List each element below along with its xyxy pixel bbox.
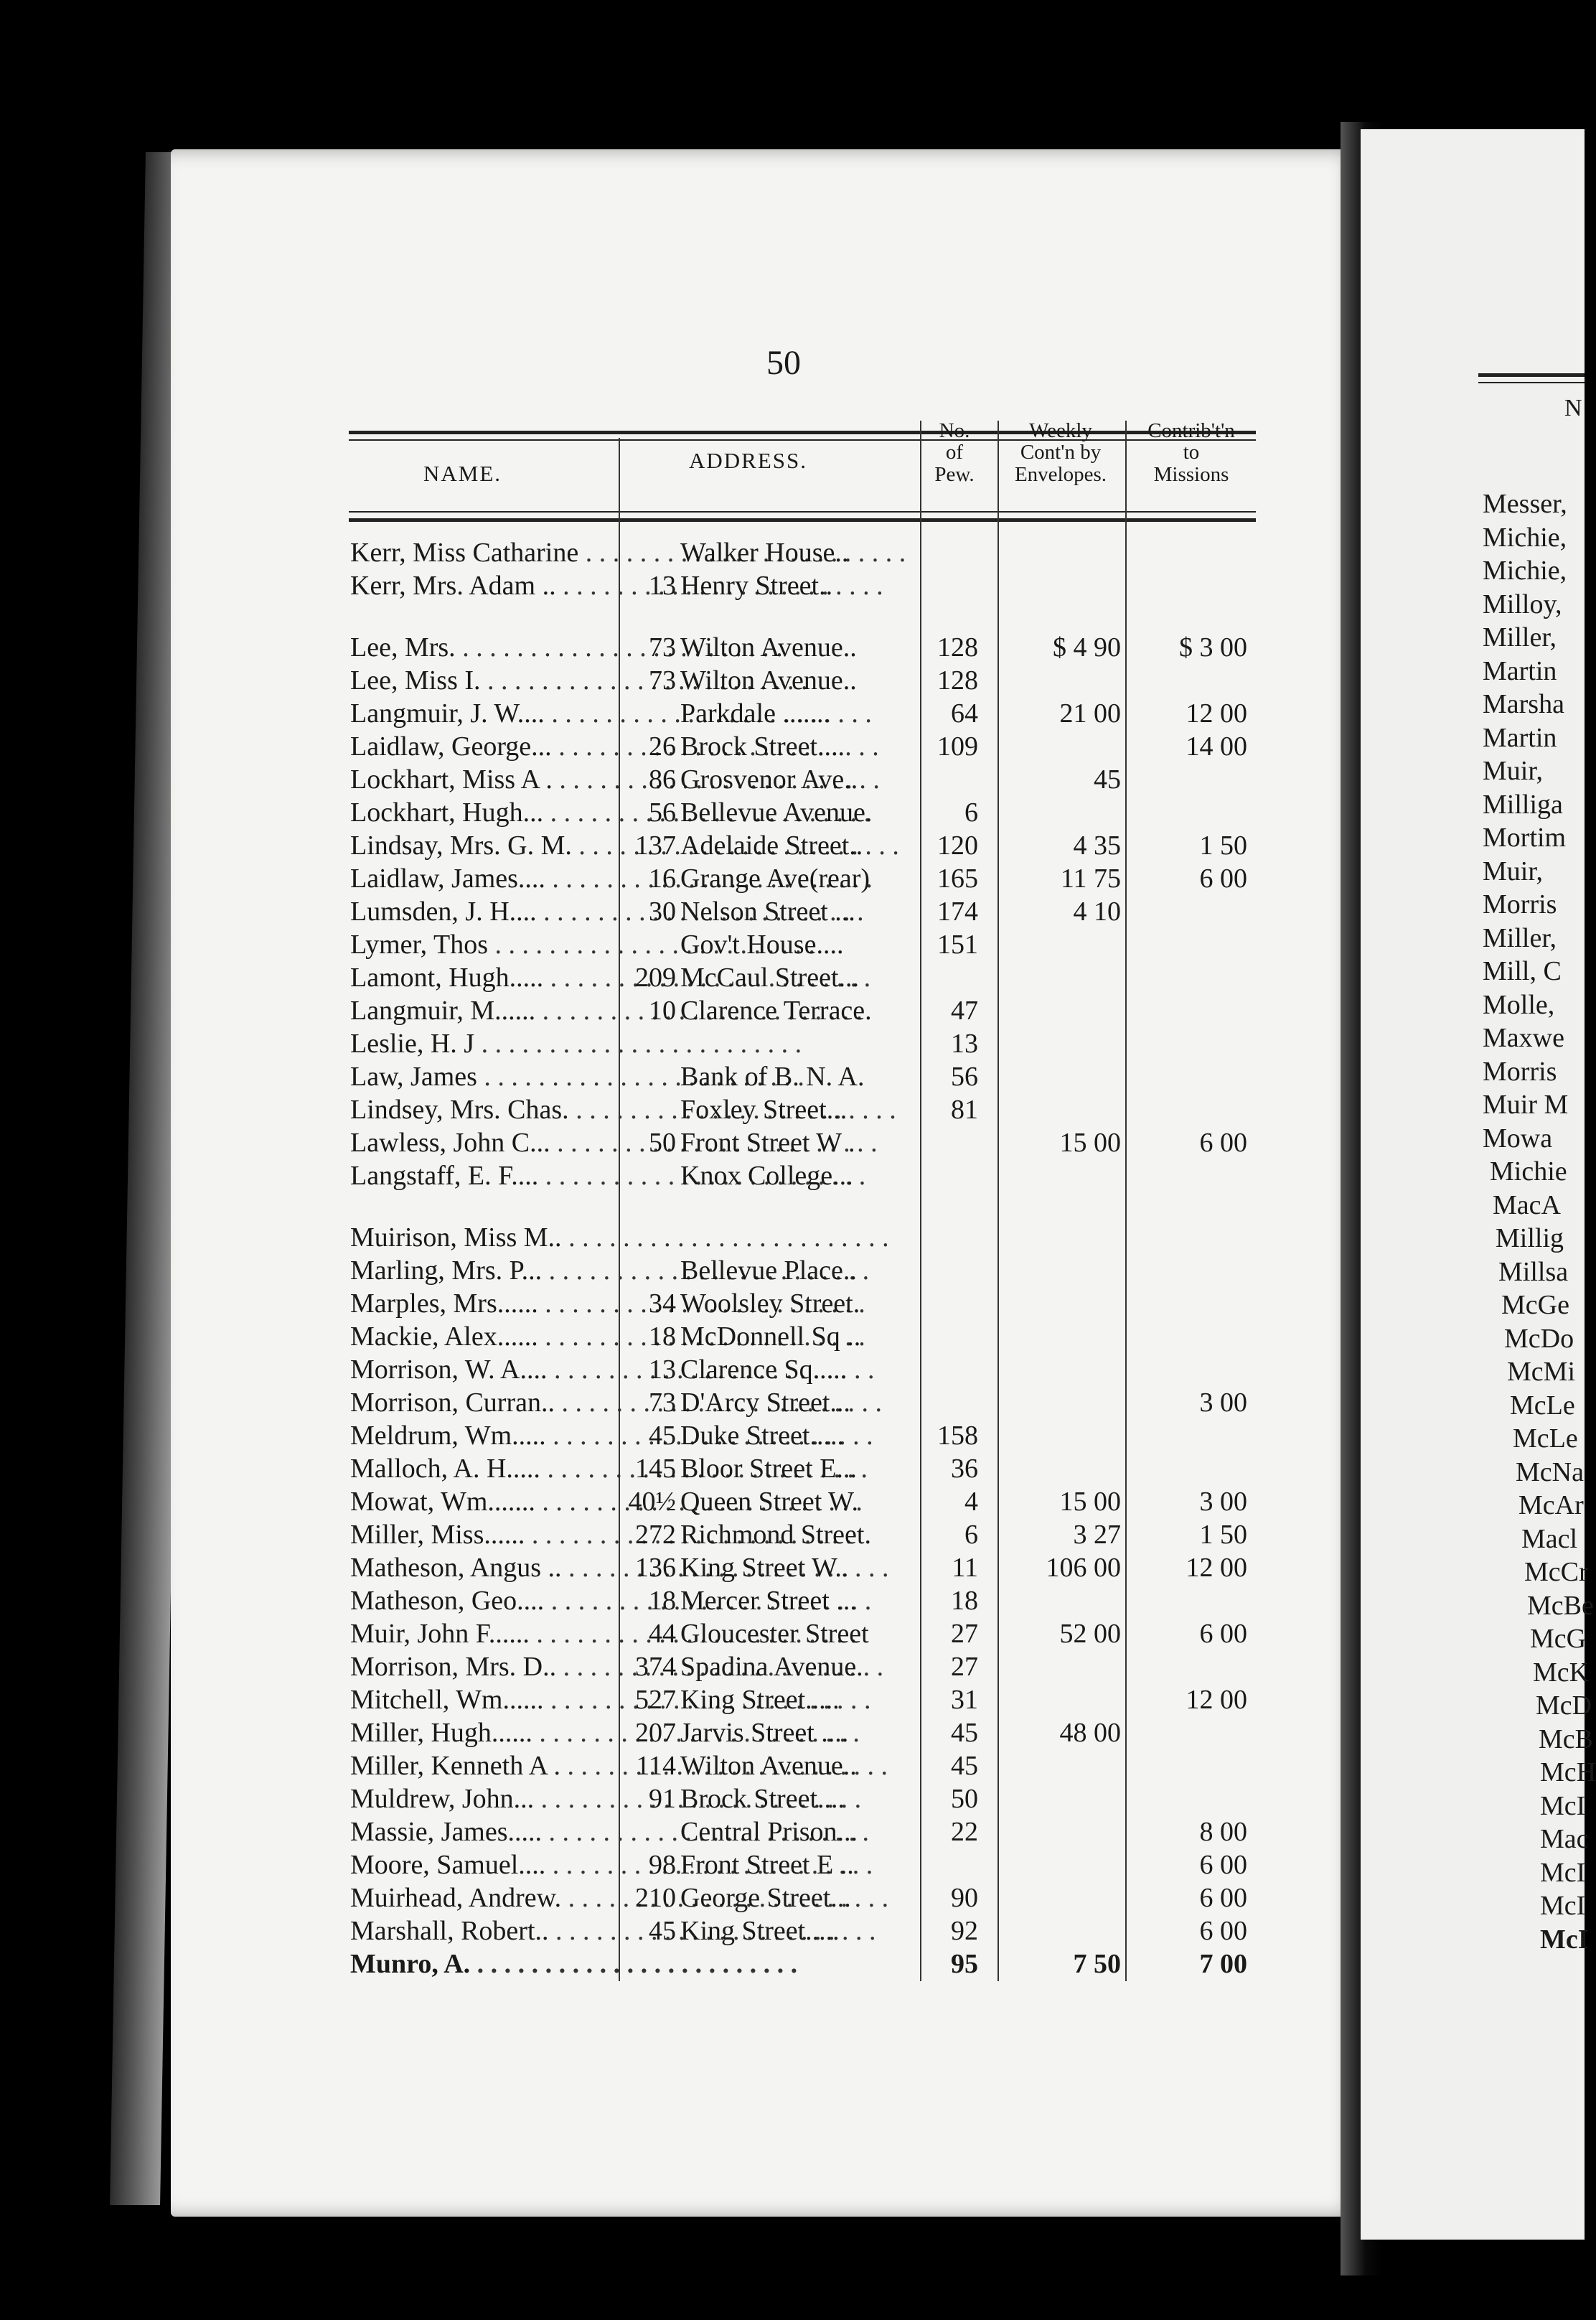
entry-name: Lymer, Thos . . . — [350, 929, 616, 960]
header-pew-line: Pew. — [934, 462, 975, 486]
entry-street: Grosvenor Ave.. — [680, 764, 858, 795]
entry-pew: 165 — [937, 864, 978, 894]
header-weekly-line: Weekly — [1029, 419, 1092, 442]
entry-name: Kerr, Miss Catharine . . . — [350, 537, 616, 569]
entry-missions: 1 50 — [1199, 831, 1247, 861]
entry-pew: 120 — [937, 831, 978, 861]
entry-street: King Street..... — [680, 1685, 840, 1715]
entry-street: Spadina Avenue. — [680, 1652, 863, 1682]
entry-name: Marling, Mrs. P... . . . — [350, 1255, 616, 1286]
entry-missions: 12 00 — [1186, 1685, 1247, 1715]
facing-page-name: Miller, — [1483, 922, 1557, 953]
entry-pew: 128 — [937, 665, 978, 696]
entry-name: Muldrew, John... . . . — [350, 1783, 616, 1815]
entry-weekly: 45 — [1094, 764, 1121, 795]
entry-street: Clarence Terrace. — [680, 996, 872, 1026]
entry-name: Muirison, Miss M.. . . . — [350, 1222, 616, 1253]
facing-page-name: Mac — [1540, 1824, 1589, 1854]
header-pew — [922, 420, 987, 485]
header-missions-line: to — [1183, 441, 1200, 464]
entry-name: Morrison, Curran.. . . . — [350, 1387, 616, 1418]
entry-name: Lockhart, Hugh... . . . — [350, 797, 616, 828]
entry-name: Muir, John F...... . . . — [350, 1618, 616, 1650]
header-rule-bottom — [349, 511, 1256, 513]
entry-street-number: 114 — [636, 1751, 676, 1781]
entry-street: Bloor Street E... — [680, 1454, 857, 1484]
entry-pew: 90 — [951, 1883, 978, 1913]
entry-name: Lindsey, Mrs. Chas. . . . — [350, 1094, 616, 1126]
entry-name: Munro, A. . . . — [350, 1948, 616, 1980]
entry-name: Miller, Hugh...... . . . — [350, 1717, 616, 1749]
facing-page-rule — [1478, 373, 1585, 377]
facing-page-name: Martin — [1483, 722, 1557, 753]
entry-missions: 6 00 — [1199, 1128, 1247, 1158]
entry-weekly: 106 00 — [1046, 1553, 1121, 1583]
entry-name: Mitchell, Wm...... . . . — [350, 1684, 616, 1716]
entry-name: Langmuir, M...... . . . — [350, 995, 616, 1026]
header-pew-line: No. — [939, 419, 970, 442]
entry-street: Woolsley Street. — [680, 1288, 860, 1319]
entry-pew: 56 — [951, 1062, 978, 1092]
facing-page-name: Milloy, — [1483, 589, 1562, 619]
facing-page-name: McAr — [1518, 1490, 1584, 1520]
facing-page-name: Morris — [1483, 1056, 1557, 1087]
entry-pew: 22 — [951, 1817, 978, 1847]
entry-name: Laidlaw, George... . . . — [350, 731, 616, 762]
entry-street-number: 73 — [649, 665, 676, 696]
entry-street-number: 145 — [635, 1454, 676, 1484]
entry-pew: 64 — [951, 698, 978, 729]
entry-missions: 8 00 — [1199, 1817, 1247, 1847]
facing-page-name: Milliga — [1483, 789, 1563, 820]
entry-name: Marples, Mrs...... . . . — [350, 1288, 616, 1319]
entry-pew: 27 — [951, 1652, 978, 1682]
facing-page-name: Mowa — [1483, 1123, 1553, 1154]
entry-street: Duke Street..... — [680, 1421, 844, 1451]
header-weekly — [996, 420, 1125, 485]
entry-street: Brock Street.... — [680, 1784, 845, 1814]
entry-street: Bellevue Place.. — [680, 1255, 857, 1286]
facing-page-name: McBe — [1527, 1590, 1594, 1621]
entry-pew: 81 — [951, 1095, 978, 1125]
entry-name: Matheson, Angus .. . . . — [350, 1552, 616, 1584]
entry-name: Miller, Kenneth A . . . . — [350, 1750, 616, 1782]
entry-weekly: 4 35 — [1073, 831, 1121, 861]
entry-street-number: 44 — [649, 1619, 676, 1649]
entry-street-number: 209 — [635, 963, 676, 993]
facing-page-name: McH — [1540, 1757, 1596, 1787]
entry-pew: 6 — [964, 1520, 978, 1550]
entry-name: Lamont, Hugh..... . . . — [350, 962, 616, 993]
entry-street-number: 13 — [649, 1355, 676, 1385]
entry-weekly: 15 00 — [1059, 1128, 1121, 1158]
entry-pew: 174 — [937, 897, 978, 927]
facing-page-name: Messer, — [1483, 489, 1567, 519]
entry-street-number: 137 — [635, 831, 676, 861]
entry-pew: 45 — [951, 1718, 978, 1748]
entry-pew: 4 — [964, 1487, 978, 1517]
entry-street-number: 18 — [649, 1586, 676, 1616]
facing-page-name: McMi — [1507, 1357, 1575, 1387]
entry-street: Front Street E .. — [680, 1850, 854, 1880]
entry-pew: 92 — [951, 1916, 978, 1946]
header-missions-line: Contrib't'n — [1147, 419, 1235, 442]
entry-street-number: 86 — [649, 764, 676, 795]
entry-missions: 3 00 — [1199, 1388, 1247, 1418]
entry-street: McDonnell Sq .. — [680, 1322, 861, 1352]
header-rule-bottom-thick — [349, 518, 1256, 522]
entry-pew: 151 — [937, 930, 978, 960]
facing-page-name: McI — [1540, 1924, 1589, 1955]
entry-name: Mowat, Wm....... . . . — [350, 1486, 616, 1517]
facing-page-name: Millsa — [1498, 1256, 1569, 1287]
header-missions — [1128, 420, 1254, 485]
entry-pew: 36 — [951, 1454, 978, 1484]
facing-page-name: McGe — [1501, 1290, 1569, 1320]
entry-street-number: 73 — [649, 632, 676, 663]
entry-pew: 18 — [951, 1586, 978, 1616]
facing-page-name: McNa — [1516, 1456, 1584, 1487]
entry-pew: 13 — [951, 1029, 978, 1059]
entry-street: Queen Street W. — [680, 1487, 859, 1517]
entry-street: King Street W.. — [680, 1553, 849, 1583]
entry-street: Central Prison... — [680, 1817, 858, 1847]
entry-street-number: 98 — [649, 1850, 676, 1880]
entry-street: Nelson Street ... — [680, 897, 855, 927]
entry-name: Matheson, Geo.... . . . — [350, 1585, 616, 1617]
column-rule-missions — [1125, 421, 1127, 1981]
facing-page-name: Macl — [1521, 1523, 1578, 1554]
entry-street: Front Street W . — [680, 1128, 855, 1158]
facing-page-name: McI — [1540, 1790, 1586, 1821]
header-weekly-line: Envelopes. — [1014, 462, 1107, 486]
facing-page-name: McI — [1540, 1857, 1586, 1888]
entry-missions: $ 3 00 — [1179, 632, 1247, 663]
entry-name: Leslie, H. J . . . — [350, 1028, 616, 1060]
facing-page-name: McDo — [1504, 1323, 1574, 1354]
entry-weekly: 21 00 — [1059, 698, 1121, 729]
entry-pew: 109 — [937, 731, 978, 762]
entry-street: Wilton Avenue.. — [680, 665, 857, 696]
entry-missions: 7 00 — [1199, 1949, 1247, 1979]
entry-street: Bank of B. N. A. — [680, 1062, 865, 1092]
entry-missions: 6 00 — [1199, 864, 1247, 894]
entry-street: Foxley Street... — [680, 1095, 848, 1125]
entry-missions: 6 00 — [1199, 1883, 1247, 1913]
entry-street: Richmond Street. — [680, 1520, 871, 1550]
facing-page-name: McLe — [1513, 1423, 1578, 1454]
entry-street: Brock Street.... — [680, 731, 845, 762]
entry-pew: 158 — [937, 1421, 978, 1451]
entry-pew: 45 — [951, 1751, 978, 1781]
entry-pew: 128 — [937, 632, 978, 663]
entry-name: Meldrum, Wm..... . . . — [350, 1420, 616, 1451]
entry-street-number: 73 — [649, 1388, 676, 1418]
facing-page-name: Mortim — [1483, 823, 1567, 853]
page-number: 50 — [766, 344, 801, 382]
header-name: NAME. — [423, 461, 502, 486]
entry-name: Morrison, Mrs. D.. . . . — [350, 1651, 616, 1683]
entry-street-number: 272 — [635, 1520, 676, 1550]
facing-page-name: MacA — [1493, 1189, 1561, 1220]
entry-missions: 6 00 — [1199, 1619, 1247, 1649]
entry-street: Jarvis Street .... — [680, 1718, 849, 1748]
entry-name: Law, James . . . — [350, 1061, 616, 1093]
entry-name: Mackie, Alex...... . . . — [350, 1321, 616, 1352]
facing-page-name: McCr — [1524, 1557, 1588, 1587]
entry-name: Morrison, W. A.... . . . — [350, 1354, 616, 1385]
entry-street: D'Arcy Street... — [680, 1388, 850, 1418]
entry-pew: 27 — [951, 1619, 978, 1649]
entry-name: Lee, Mrs. . . . — [350, 632, 616, 663]
entry-street: Walker House.. — [680, 538, 849, 568]
header-pew-line: of — [945, 441, 964, 464]
entry-street-number: 10 — [649, 996, 676, 1026]
entry-name: Langstaff, E. F.... . . . — [350, 1160, 616, 1192]
facing-page-name: McI — [1540, 1891, 1586, 1921]
entry-street-number: 207 — [635, 1718, 676, 1748]
facing-page-name: Mill, C — [1483, 956, 1562, 986]
facing-page-name: Muir, — [1483, 856, 1543, 887]
entry-street-number: 136 — [635, 1553, 676, 1583]
entry-name: Langmuir, J. W.... . . . — [350, 698, 616, 729]
facing-page-name: McG — [1530, 1624, 1587, 1654]
entry-missions: 6 00 — [1199, 1916, 1247, 1946]
entry-name: Laidlaw, James.... . . . — [350, 863, 616, 894]
entry-street: Parkdale ....... — [680, 698, 830, 729]
entry-street-number: 374 — [635, 1652, 676, 1682]
entry-missions: 3 00 — [1199, 1487, 1247, 1517]
facing-page-name: McK — [1533, 1657, 1590, 1688]
facing-page-header-letter: N — [1564, 395, 1582, 421]
entry-name: Moore, Samuel.... . . . — [350, 1849, 616, 1881]
entry-weekly: 52 00 — [1059, 1619, 1121, 1649]
facing-page-name: Millig — [1496, 1223, 1564, 1253]
facing-page-name: Morris — [1483, 889, 1557, 920]
entry-street: Knox College... — [680, 1161, 853, 1191]
entry-weekly: 11 75 — [1060, 864, 1121, 894]
entry-pew: 31 — [951, 1685, 978, 1715]
entry-street-number: 30 — [649, 897, 676, 927]
entry-weekly: 4 10 — [1073, 897, 1121, 927]
facing-page-name: McD — [1536, 1690, 1592, 1721]
entry-street-number: 16 — [649, 864, 676, 894]
facing-page-name: Maxwe — [1483, 1023, 1564, 1053]
entry-street-number: 45 — [649, 1421, 676, 1451]
entry-name: Miller, Miss...... . . . — [350, 1519, 616, 1550]
entry-name: Lawless, John C... . . . — [350, 1127, 616, 1159]
entry-street-number: 26 — [649, 731, 676, 762]
entry-weekly: 15 00 — [1059, 1487, 1121, 1517]
facing-page-name: Michie, — [1483, 522, 1567, 553]
entry-street: Bellevue Avenue. — [680, 798, 873, 828]
entry-street: King Street..... — [680, 1916, 840, 1946]
facing-page-name: Michie, — [1483, 556, 1567, 586]
entry-street-number: 18 — [649, 1322, 676, 1352]
entry-street: Gov't House.... — [680, 930, 844, 960]
facing-page-name: Miller, — [1483, 622, 1557, 652]
facing-page-name: McB — [1539, 1723, 1593, 1754]
entry-pew: 95 — [951, 1949, 978, 1979]
facing-page-name: Muir M — [1483, 1090, 1569, 1120]
entry-missions: 12 00 — [1186, 1553, 1247, 1583]
entry-name: Lindsay, Mrs. G. M. . . . — [350, 830, 616, 861]
entry-name: Lee, Miss I. . . . — [350, 665, 616, 696]
facing-page-name: McLe — [1510, 1390, 1575, 1421]
entry-name: Lumsden, J. H.... . . . — [350, 896, 616, 927]
entry-street: Mercer Street ... — [680, 1586, 857, 1616]
entry-pew: 11 — [952, 1553, 978, 1583]
facing-page-name: Marsha — [1483, 689, 1564, 719]
entry-name: Marshall, Robert.. . . . — [350, 1915, 616, 1947]
entry-street-number: 13 — [649, 571, 676, 601]
entry-street-number: 56 — [649, 798, 676, 828]
entry-name: Malloch, A. H..... . . . — [350, 1453, 616, 1484]
entry-street: Adelaide Street.. — [680, 831, 863, 861]
entry-weekly: 7 50 — [1073, 1949, 1121, 1979]
entry-name: Kerr, Mrs. Adam .. . . . — [350, 570, 616, 602]
entry-missions: 14 00 — [1186, 731, 1247, 762]
entry-missions: 1 50 — [1199, 1520, 1247, 1550]
header-address: ADDRESS. — [689, 448, 808, 473]
entry-street: McCaul Street... — [680, 963, 860, 993]
facing-page-name: Molle, — [1483, 989, 1555, 1020]
entry-street: Grange Ave(rear) — [680, 864, 870, 894]
entry-name: Massie, James..... . . . — [350, 1816, 616, 1848]
facing-page-name: Michie — [1490, 1156, 1567, 1187]
entry-street: Henry Street.. — [680, 571, 833, 601]
entry-pew: 6 — [964, 798, 978, 828]
facing-page-name: Muir, — [1483, 756, 1543, 786]
facing-page-rule — [1478, 382, 1585, 383]
header-missions-line: Missions — [1153, 462, 1229, 486]
entry-street: George Street... — [680, 1883, 851, 1913]
entry-street-number: 40½ — [628, 1487, 676, 1517]
entry-street: Wilton Avenue.. — [680, 632, 857, 663]
entry-street-number: 91 — [649, 1784, 676, 1814]
entry-street-number: 45 — [649, 1916, 676, 1946]
entry-missions: 12 00 — [1186, 698, 1247, 729]
entry-street-number: 210 — [635, 1883, 676, 1913]
header-weekly-line: Cont'n by — [1020, 441, 1102, 464]
entry-street-number: 527 — [635, 1685, 676, 1715]
entry-name: Muirhead, Andrew. . . . — [350, 1882, 616, 1914]
entry-pew: 47 — [951, 996, 978, 1026]
entry-street-number: 50 — [649, 1128, 676, 1158]
entry-street: Gloucester Street — [680, 1619, 869, 1649]
entry-missions: 6 00 — [1199, 1850, 1247, 1880]
entry-street: Wilton Avenue.. — [680, 1751, 857, 1781]
entry-weekly: $ 4 90 — [1053, 632, 1121, 663]
entry-name: Lockhart, Miss A . . . . — [350, 764, 616, 795]
entry-weekly: 48 00 — [1059, 1718, 1121, 1748]
entry-pew: 50 — [951, 1784, 978, 1814]
entry-street-number: 34 — [649, 1288, 676, 1319]
entry-weekly: 3 27 — [1073, 1520, 1121, 1550]
facing-page-name: Martin — [1483, 655, 1557, 686]
entry-street: Clarence Sq..... — [680, 1355, 848, 1385]
